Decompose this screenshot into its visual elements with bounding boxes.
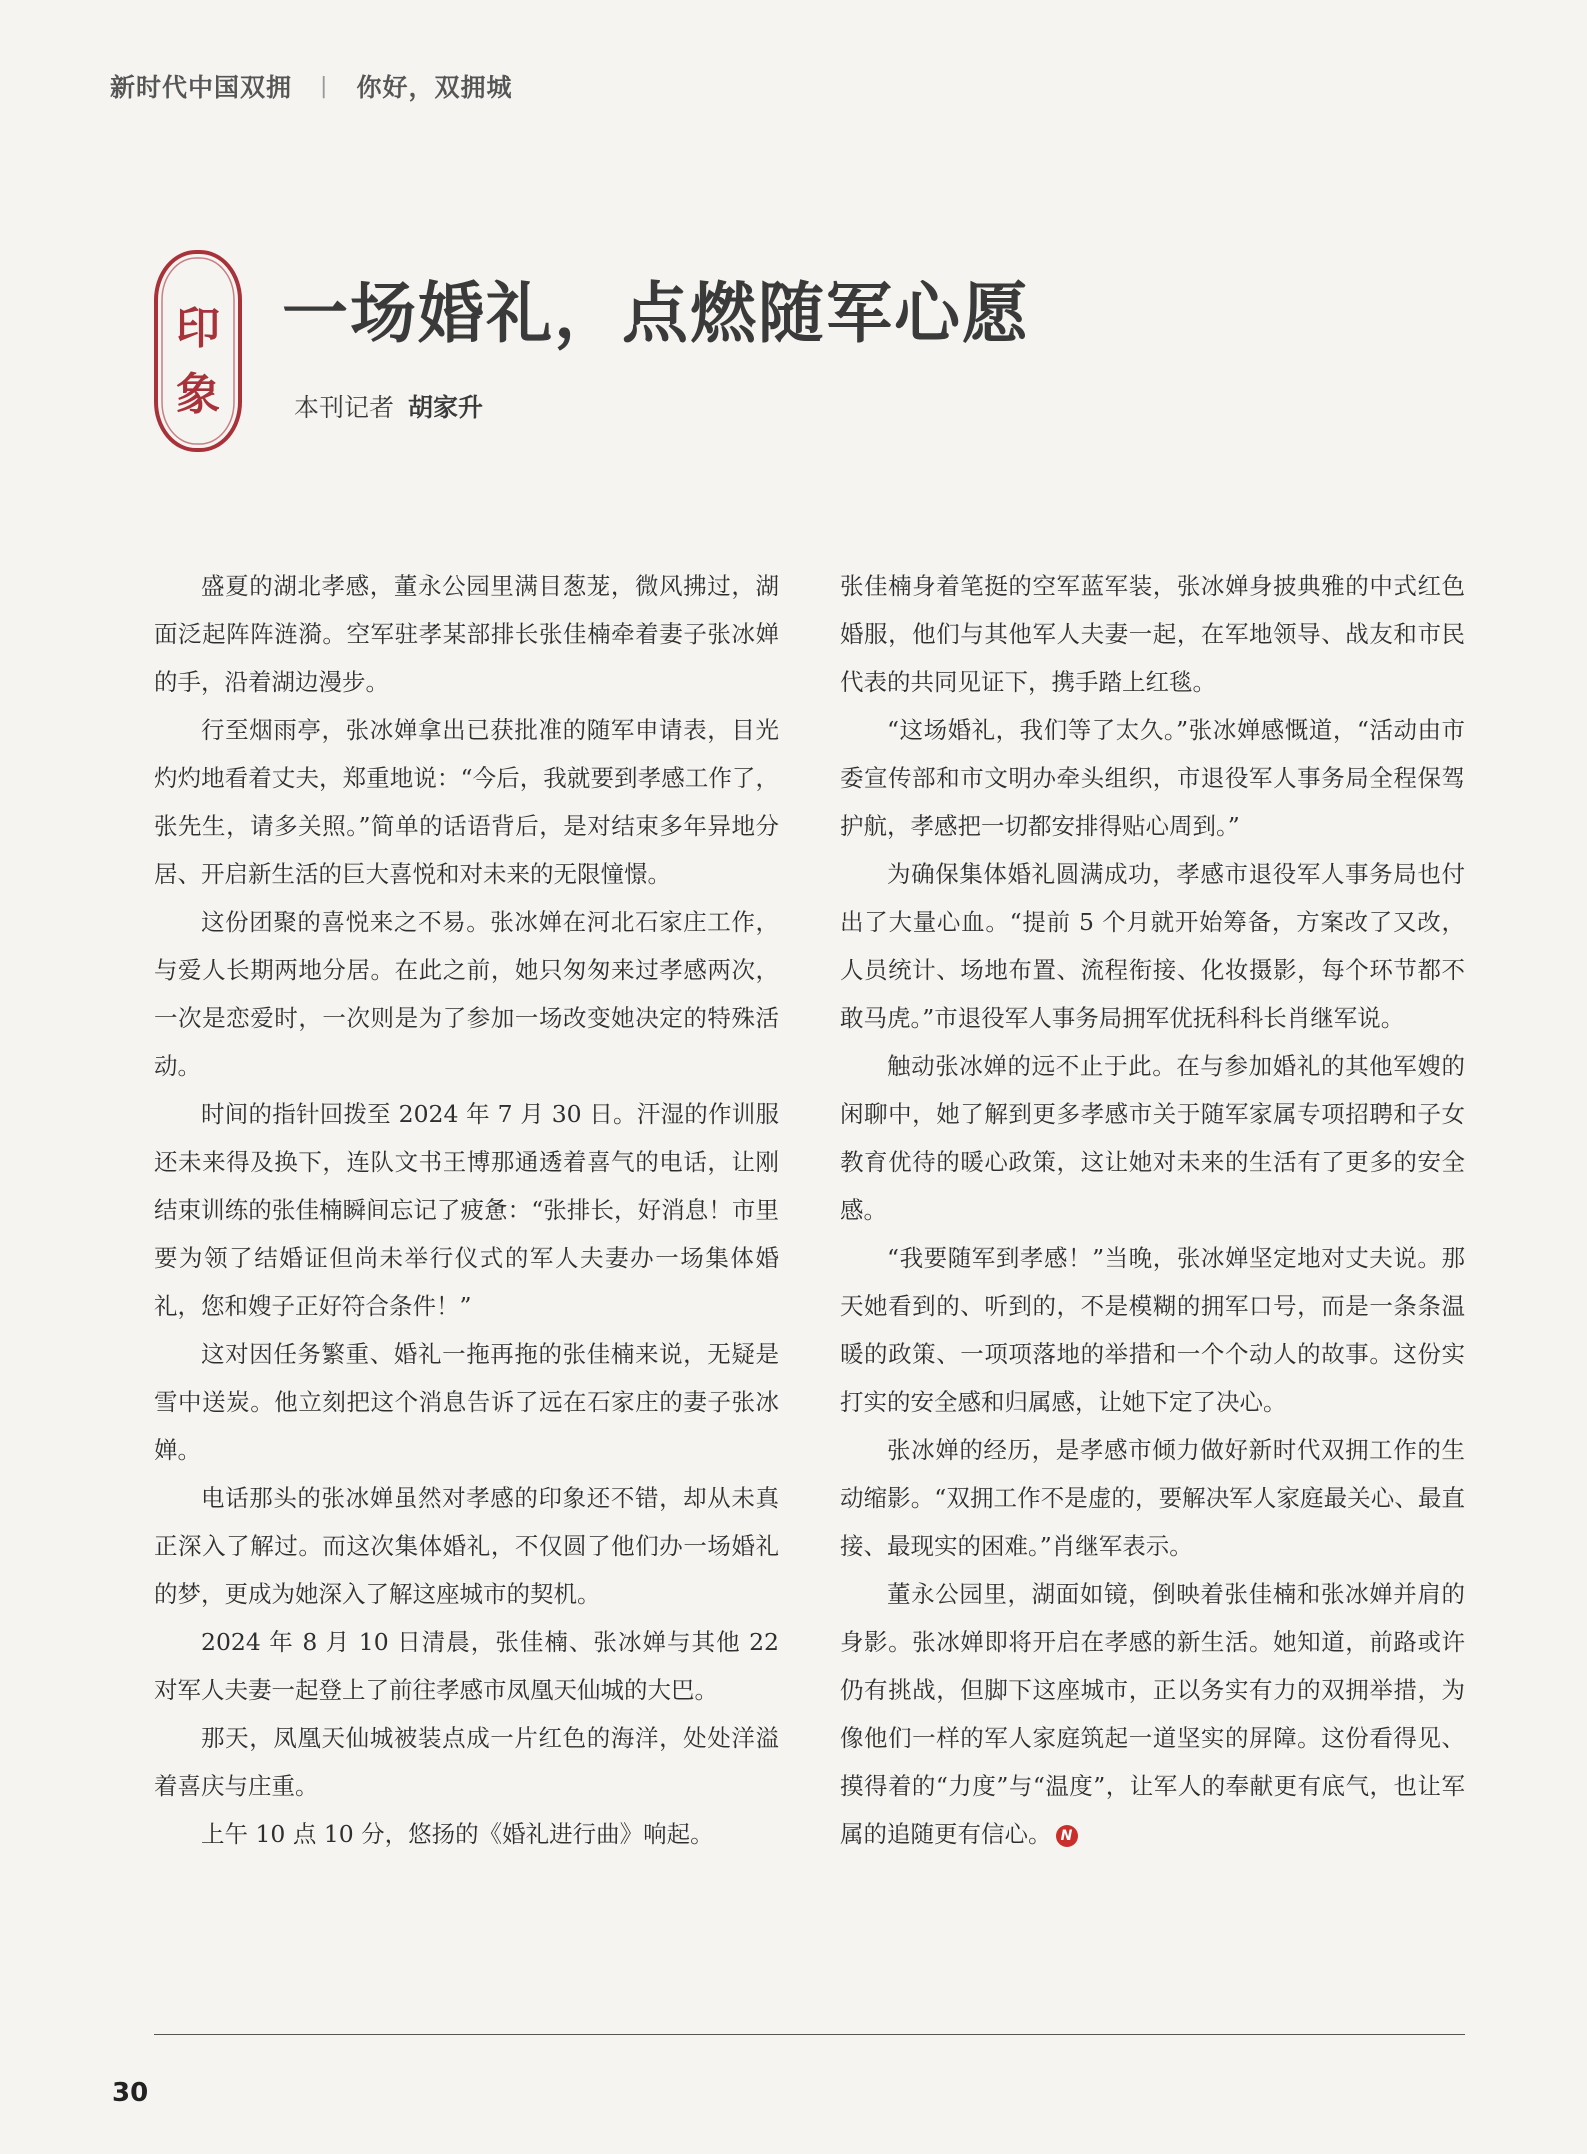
right-column — [840, 562, 1465, 1858]
paragraph: 那天，凤凰天仙城被装点成一片红色的海洋，处处洋溢着喜庆与庄重。 — [154, 1724, 779, 1800]
paragraph: 行至烟雨亭，张冰婵拿出已获批准的随军申请表，目光灼灼地看着丈夫，郑重地说：“今后，我就要到孝感工作了，张先生，请多关照。”简单的话语背后，是对结束多年异地分居、开启新生活的巨大喜悦和对未来的无限憧憬。 — [154, 716, 779, 888]
left-column — [154, 562, 779, 1858]
paragraph-last — [840, 1570, 1465, 1858]
byline-name: 胡家升 — [408, 393, 484, 422]
seal-char-2: 象 — [176, 369, 220, 420]
paragraph: 为确保集体婚礼圆满成功，孝感市退役军人事务局也付出了大量心血。“提前 5 个月就开始筹备，方案改了又改，人员统计、场地布置、流程衔接、化妆摄影，每个环节都不敢马虎。”市退役军人事务局拥军优抚科科长肖继军说。 — [840, 860, 1465, 1032]
page-number: 30 — [112, 2078, 149, 2108]
paragraph: 张冰婵的经历，是孝感市倾力做好新时代双拥工作的生动缩影。“双拥工作不是虚的，要解决军人家庭最关心、最直接、最现实的困难。”肖继军表示。 — [840, 1436, 1465, 1560]
paragraph: “我要随军到孝感！”当晚，张冰婵坚定地对丈夫说。那天她看到的、听到的，不是模糊的拥军口号，而是一条条温暖的政策、一项项落地的举措和一个个动人的故事。这份实打实的安全感和归属感，让她下定了决心。 — [840, 1244, 1465, 1416]
paragraph: 这对因任务繁重、婚礼一拖再拖的张佳楠来说，无疑是雪中送炭。他立刻把这个消息告诉了远在石家庄的妻子张冰婵。 — [154, 1340, 779, 1464]
paragraph: 张佳楠身着笔挺的空军蓝军装，张冰婵身披典雅的中式红色婚服，他们与其他军人夫妻一起，在军地领导、战友和市民代表的共同见证下，携手踏上红毯。 — [840, 572, 1465, 696]
paragraph: “这场婚礼，我们等了太久。”张冰婵感慨道，“活动由市委宣传部和市文明办牵头组织，市退役军人事务局全程保驾护航，孝感把一切都安排得贴心周到。” — [840, 716, 1465, 840]
byline — [294, 388, 483, 424]
paragraph: 触动张冰婵的远不止于此。在与参加婚礼的其他军嫂的闲聊中，她了解到更多孝感市关于随军家属专项招聘和子女教育优待的暖心政策，这让她对未来的生活有了更多的安全感。 — [840, 1052, 1465, 1224]
paragraph: 这份团聚的喜悦来之不易。张冰婵在河北石家庄工作，与爱人长期两地分居。在此之前，她只匆匆来过孝感两次，一次是恋爱时，一次则是为了参加一场改变她决定的特殊活动。 — [154, 908, 779, 1080]
paragraph: 时间的指针回拨至 2024 年 7 月 30 日。汗湿的作训服还未来得及换下，连队文书王博那通透着喜气的电话，让刚结束训练的张佳楠瞬间忘记了疲惫：“张排长，好消息！市里要为领了结婚证但尚未举行仪式的军人夫妻办一场集体婚礼，您和嫂子正好符合条件！” — [154, 1100, 779, 1320]
header-column: 你好，双拥城 — [356, 73, 513, 102]
paragraph: 2024 年 8 月 10 日清晨，张佳楠、张冰婵与其他 22 对军人夫妻一起登上了前往孝感市凤凰天仙城的大巴。 — [154, 1628, 779, 1704]
footer-divider — [154, 2034, 1465, 2035]
end-mark-icon: N — [1056, 1825, 1078, 1847]
byline-label: 本刊记者 — [294, 393, 395, 422]
header-section: 新时代中国双拥 — [110, 73, 293, 102]
impression-seal — [152, 248, 244, 454]
seal-char-1: 印 — [176, 303, 220, 354]
paragraph: 上午 10 点 10 分，悠扬的《婚礼进行曲》响起。 — [201, 1820, 714, 1848]
header-separator: | — [320, 73, 329, 99]
paragraph: 盛夏的湖北孝感，董永公园里满目葱茏，微风拂过，湖面泛起阵阵涟漪。空军驻孝某部排长张佳楠牵着妻子张冰婵的手，沿着湖边漫步。 — [154, 572, 779, 696]
paragraph-text: 董永公园里，湖面如镜，倒映着张佳楠和张冰婵并肩的身影。张冰婵即将开启在孝感的新生活。她知道，前路或许仍有挑战，但脚下这座城市，正以务实有力的双拥举措，为像他们一样的军人家庭筑起一道坚实的屏障。这份看得见、摸得着的“力度”与“温度”，让军人的奉献更有底气，也让军属的追随更有信心。 — [840, 1580, 1465, 1848]
article-title: 一场婚礼，点燃随军心愿 — [282, 275, 1030, 352]
running-header — [110, 68, 512, 104]
paragraph: 电话那头的张冰婵虽然对孝感的印象还不错，却从未真正深入了解过。而这次集体婚礼，不仅圆了他们办一场婚礼的梦，更成为她深入了解这座城市的契机。 — [154, 1484, 779, 1608]
